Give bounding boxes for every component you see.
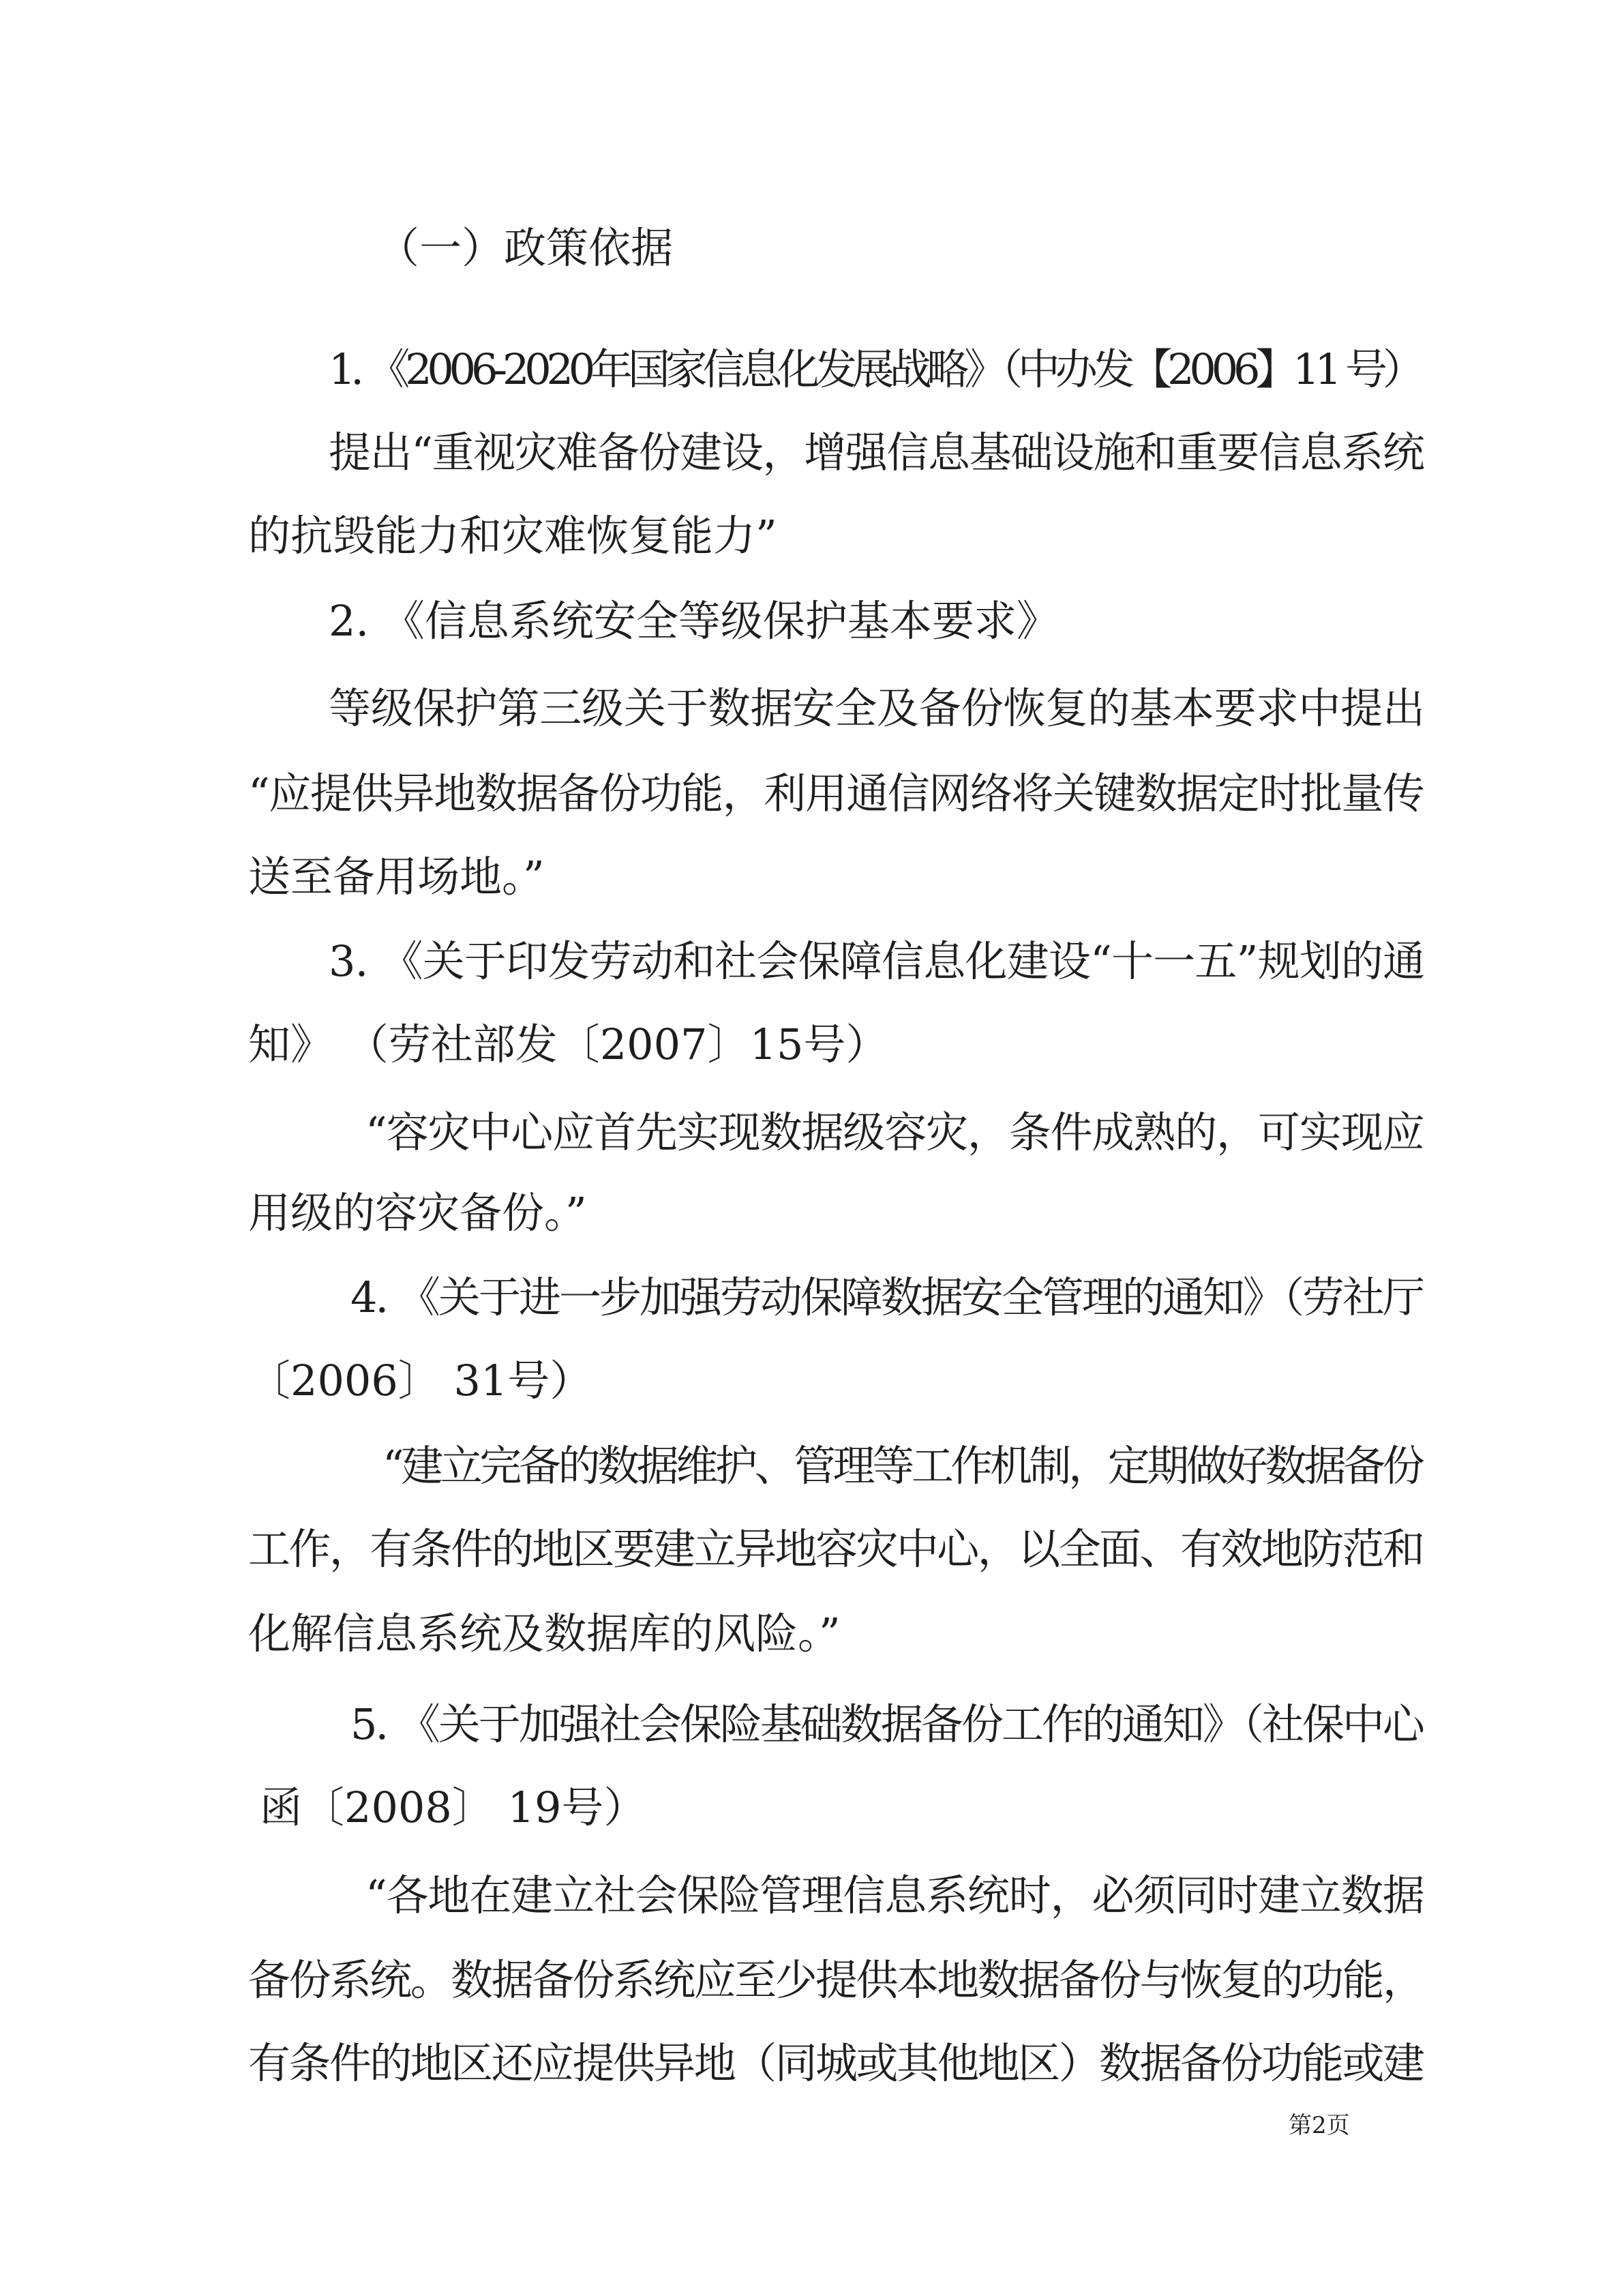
policy-3-title: 3. 《关于印发劳动和社会保障信息化建设“十一五”规划的通 bbox=[329, 936, 1425, 986]
policy-1-title: 1. 《2006-2020年国家信息化发展战略》（中办发【2006】11 号） bbox=[329, 344, 1420, 394]
policy-3-quote: “容灾中心应首先实现数据级容灾，条件成熟的，可实现应 bbox=[365, 1107, 1424, 1157]
section-heading: （一）政策依据 bbox=[377, 223, 674, 273]
policy-5-quote: “各地在建立社会保险管理信息系统时，必须同时建立数据 bbox=[365, 1870, 1424, 1920]
policy-4-quote: 化解信息系统及数据库的风险。” bbox=[248, 1609, 841, 1658]
policy-3-title: 知》 （劳社部发〔2007〕15号） bbox=[248, 1019, 888, 1069]
policy-2-quote: 送至备用场地。” bbox=[248, 852, 545, 901]
policy-5-quote: 有条件的地区还应提供异地（同城或其他地区）数据备份功能或建 bbox=[248, 2038, 1424, 2088]
policy-4-quote: “建立完备的数据维护、管理等工作机制，定期做好数据备份 bbox=[382, 1441, 1422, 1491]
policy-5-title: 5. 《关于加强社会保险基础数据备份工作的通知》（社保中心 bbox=[350, 1699, 1423, 1749]
policy-3-quote: 用级的容灾备份。” bbox=[248, 1188, 587, 1238]
policy-4-quote: 工作，有条件的地区要建立异地容灾中心，以全面、有效地防范和 bbox=[248, 1524, 1424, 1574]
policy-2-title: 2. 《信息系统安全等级保护基本要求》 bbox=[329, 596, 1059, 646]
policy-2-quote: 等级保护第三级关于数据安全及备份恢复的基本要求中提出 bbox=[329, 683, 1425, 733]
policy-2-quote: “应提供异地数据备份功能，利用通信网络将关键数据定时批量传 bbox=[248, 769, 1424, 818]
policy-4-title: 〔2006〕 31号） bbox=[248, 1356, 592, 1405]
policy-5-quote: 备份系统。数据备份系统应至少提供本地数据备份与恢复的功能， bbox=[248, 1955, 1424, 2005]
page-number: 第2页 bbox=[1289, 2112, 1350, 2139]
policy-1-quote: 的抗毁能力和灾难恢复能力” bbox=[248, 511, 777, 561]
policy-4-title: 4. 《关于进一步加强劳动保障数据安全管理的通知》（劳社厅 bbox=[350, 1272, 1423, 1322]
policy-1-quote: 提出“重视灾难备份建设，增强信息基础设施和重要信息系统 bbox=[329, 428, 1424, 477]
policy-5-title: 函〔2008〕 19号） bbox=[260, 1783, 646, 1832]
